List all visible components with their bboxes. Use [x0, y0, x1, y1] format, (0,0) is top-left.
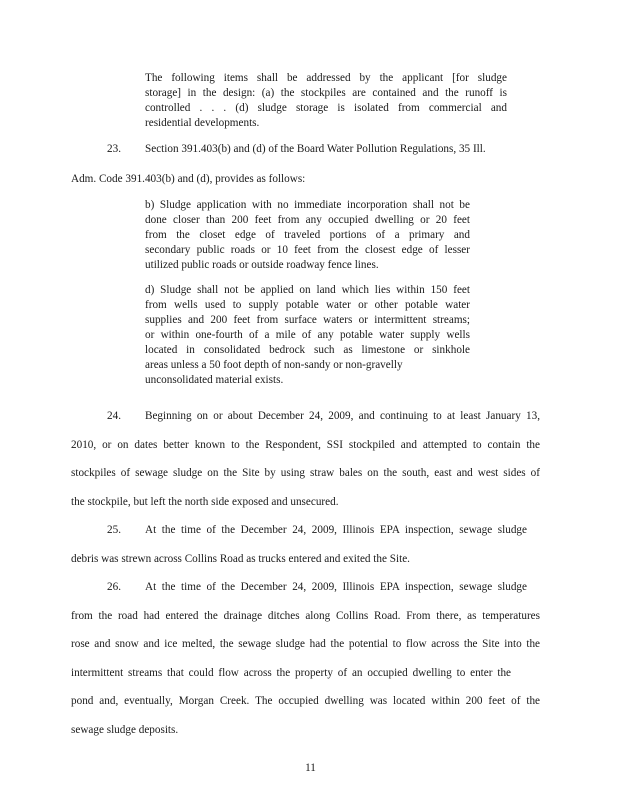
paragraph-line: rose and snow and ice melted, the sewage sludge had the potential to flow across the Site into the	[71, 638, 540, 650]
quote-line: located in consolidated bedrock such as limestone or sinkhole	[145, 344, 470, 356]
paragraph-line: stockpiles of sewage sludge on the Site by using straw bales on the south, east and west sides of	[71, 467, 540, 479]
paragraph-line: debris was strewn across Collins Road as trucks entered and exited the Site.	[71, 553, 410, 565]
paragraph-number: 24.	[107, 410, 121, 422]
paragraph-line: Adm. Code 391.403(b) and (d), provides as follows:	[71, 173, 306, 185]
quote-line: b) Sludge application with no immediate incorporation shall not be	[145, 199, 470, 211]
quote-line: secondary public roads or 10 feet from the closest edge of lesser	[145, 244, 470, 256]
quote-line: unconsolidated material exists.	[145, 374, 284, 386]
quote-line: from the closet edge of traveled portions of a primary and	[145, 229, 470, 241]
quote-line: storage] in the design: (a) the stockpiles are contained and the runoff is	[145, 87, 507, 99]
page-number: 11	[305, 762, 316, 774]
quote-line: supplies and 200 feet from surface waters or intermittent streams;	[145, 314, 470, 326]
paragraph-line: from the road had entered the drainage ditches along Collins Road. From there, as temperatures	[71, 610, 540, 622]
quote-line: utilized public roads or outside roadway fence lines.	[145, 259, 379, 271]
paragraph-line: Beginning on or about December 24, 2009, and continuing to at least January 13,	[145, 410, 540, 422]
paragraph-line: pond and, eventually, Morgan Creek. The occupied dwelling was located within 200 feet of the	[71, 695, 540, 707]
quote-line: areas unless a 50 foot depth of non-sandy or non-gravelly	[145, 359, 403, 371]
quote-line: from wells used to supply potable water or other potable water	[145, 299, 470, 311]
paragraph-line: sewage sludge deposits.	[71, 724, 179, 736]
paragraph-line: the stockpile, but left the north side exposed and unsecured.	[71, 496, 339, 508]
quote-line: done closer than 200 feet from any occupied dwelling or 20 feet	[145, 214, 470, 226]
paragraph-line: At the time of the December 24, 2009, Illinois EPA inspection, sewage sludge	[145, 581, 527, 593]
quote-line: or within one-fourth of a mile of any potable water supply wells	[145, 329, 470, 341]
paragraph-line: intermittent streams that could flow across the property of an occupied dwelling to enter the	[71, 667, 511, 679]
paragraph-line: 2010, or on dates better known to the Respondent, SSI stockpiled and attempted to contain the	[71, 439, 540, 451]
paragraph-line: Section 391.403(b) and (d) of the Board Water Pollution Regulations, 35 Ill.	[145, 143, 486, 155]
paragraph-number: 23.	[107, 143, 121, 155]
quote-line: The following items shall be addressed by the applicant [for sludge	[145, 72, 507, 84]
quote-line: controlled . . . (d) sludge storage is isolated from commercial and	[145, 102, 507, 114]
paragraph-line: At the time of the December 24, 2009, Illinois EPA inspection, sewage sludge	[145, 524, 527, 536]
paragraph-number: 26.	[107, 581, 121, 593]
quote-line: residential developments.	[145, 117, 260, 129]
paragraph-number: 25.	[107, 524, 121, 536]
quote-line: d) Sludge shall not be applied on land which lies within 150 feet	[145, 284, 470, 296]
